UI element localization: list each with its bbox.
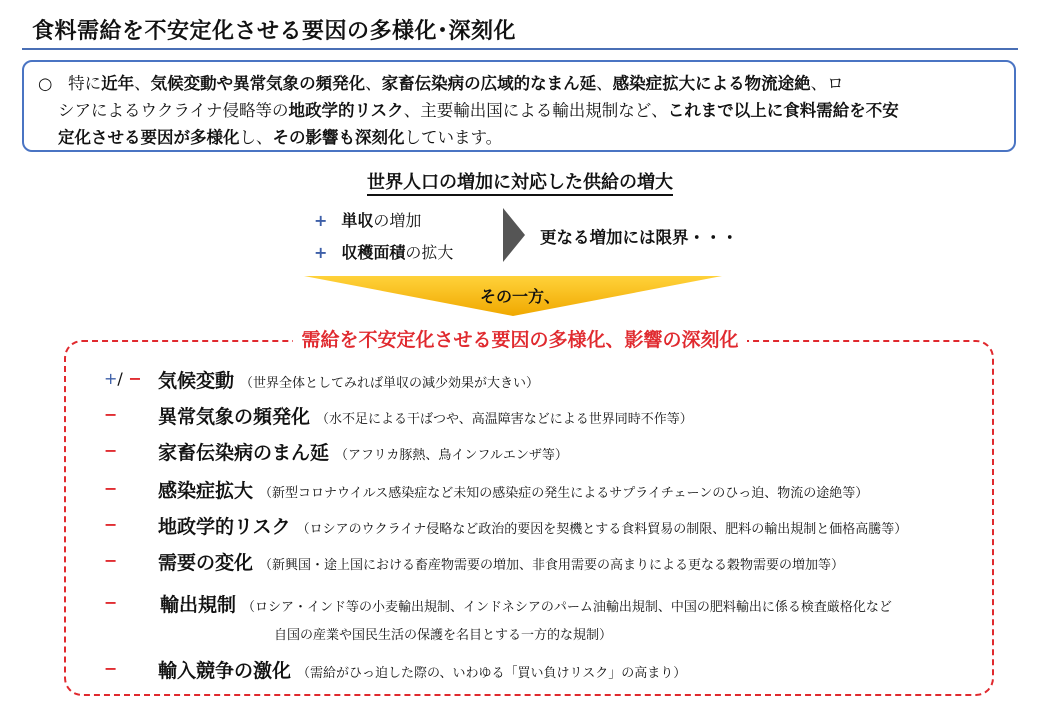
factor-name: 輸入競争の激化 (158, 660, 292, 682)
factor-name: 輸出規制 (160, 594, 237, 616)
factor-desc: （世界全体としてみれば単収の減少効果が大きい） (240, 376, 540, 391)
factor-name: 需要の変化 (158, 552, 254, 574)
limit-text: 更なる増加には限界・・・ (540, 228, 738, 247)
supply-heading: 世界人口の増加に対応した供給の増大 (0, 168, 1040, 194)
supply-item-area: + 収穫面積の拡大 (314, 243, 454, 262)
factor-desc: （需給がひっ迫した際の、いわゆる「買い負けリスク」の高まり） (297, 666, 687, 681)
supply-item-yield: + 単収の増加 (314, 211, 422, 230)
summary-box (22, 60, 1016, 152)
summary-line-1: ○ 特に近年、気候変動や異常気象の頻発化、家畜伝染病の広域的なまん延、感染症拡大による物流途絶、ロ (38, 74, 844, 93)
summary-line-3: 定化させる要因が多様化し、その影響も深刻化しています。 (58, 128, 503, 147)
minus-sign: − (104, 441, 118, 460)
factors-heading: 需給を不安定化させる要因の多様化、影響の深刻化 (0, 325, 1040, 352)
factor-desc: （新型コロナウイルス感染症など未知の感染症の発生によるサプライチェーンのひっ迫、物流の途絶等） (259, 486, 869, 501)
minus-sign: − (104, 593, 118, 612)
page-title: 食料需給を不安定化させる要因の多様化･深刻化 (32, 19, 517, 44)
factor-desc-continued: 自国の産業や国民生活の保護を名目とする一方的な規制） (274, 628, 613, 643)
summary-line-2: シアによるウクライナ侵略等の地政学的リスク、主要輸出国による輸出規制など、これまで以上に食料需給を不安 (58, 101, 899, 120)
arrow-label: その一方、 (479, 287, 560, 306)
factor-desc: （アフリカ豚熱、鳥インフルエンザ等） (335, 448, 568, 463)
plus-icon: + (314, 211, 328, 230)
factor-name: 気候変動 (158, 370, 235, 392)
plus-icon: + (314, 243, 328, 262)
factor-desc: （ロシアのウクライナ侵略など政治的要因を契機とする食料貿易の制限、肥料の輸出規制と価格高騰等） (296, 522, 908, 537)
chevron-right-icon (503, 208, 525, 262)
minus-sign: − (104, 551, 118, 570)
minus-sign: − (104, 405, 118, 424)
factor-name: 地政学的リスク (158, 516, 291, 538)
title-underline (22, 48, 1018, 50)
minus-sign: − (104, 515, 118, 534)
factor-name: 異常気象の頻発化 (158, 406, 311, 428)
plus-minus-sign: +/ − (104, 369, 142, 388)
factor-desc: （水不足による干ばつや、高温障害などによる世界同時不作等） (316, 412, 693, 427)
factor-desc: （ロシア・インド等の小麦輸出規制、インドネシアのパーム油輸出規制、中国の肥料輸出に係る検査厳格化など (242, 600, 892, 615)
bullet-circle: ○ (38, 74, 53, 93)
minus-sign: − (104, 479, 118, 498)
minus-sign: − (104, 659, 118, 678)
factor-name: 家畜伝染病のまん延 (158, 442, 330, 464)
factor-name: 感染症拡大 (158, 480, 254, 502)
factor-desc: （新興国・途上国における畜産物需要の増加、非食用需要の高まりによる更なる穀物需要の増加等） (259, 558, 845, 573)
